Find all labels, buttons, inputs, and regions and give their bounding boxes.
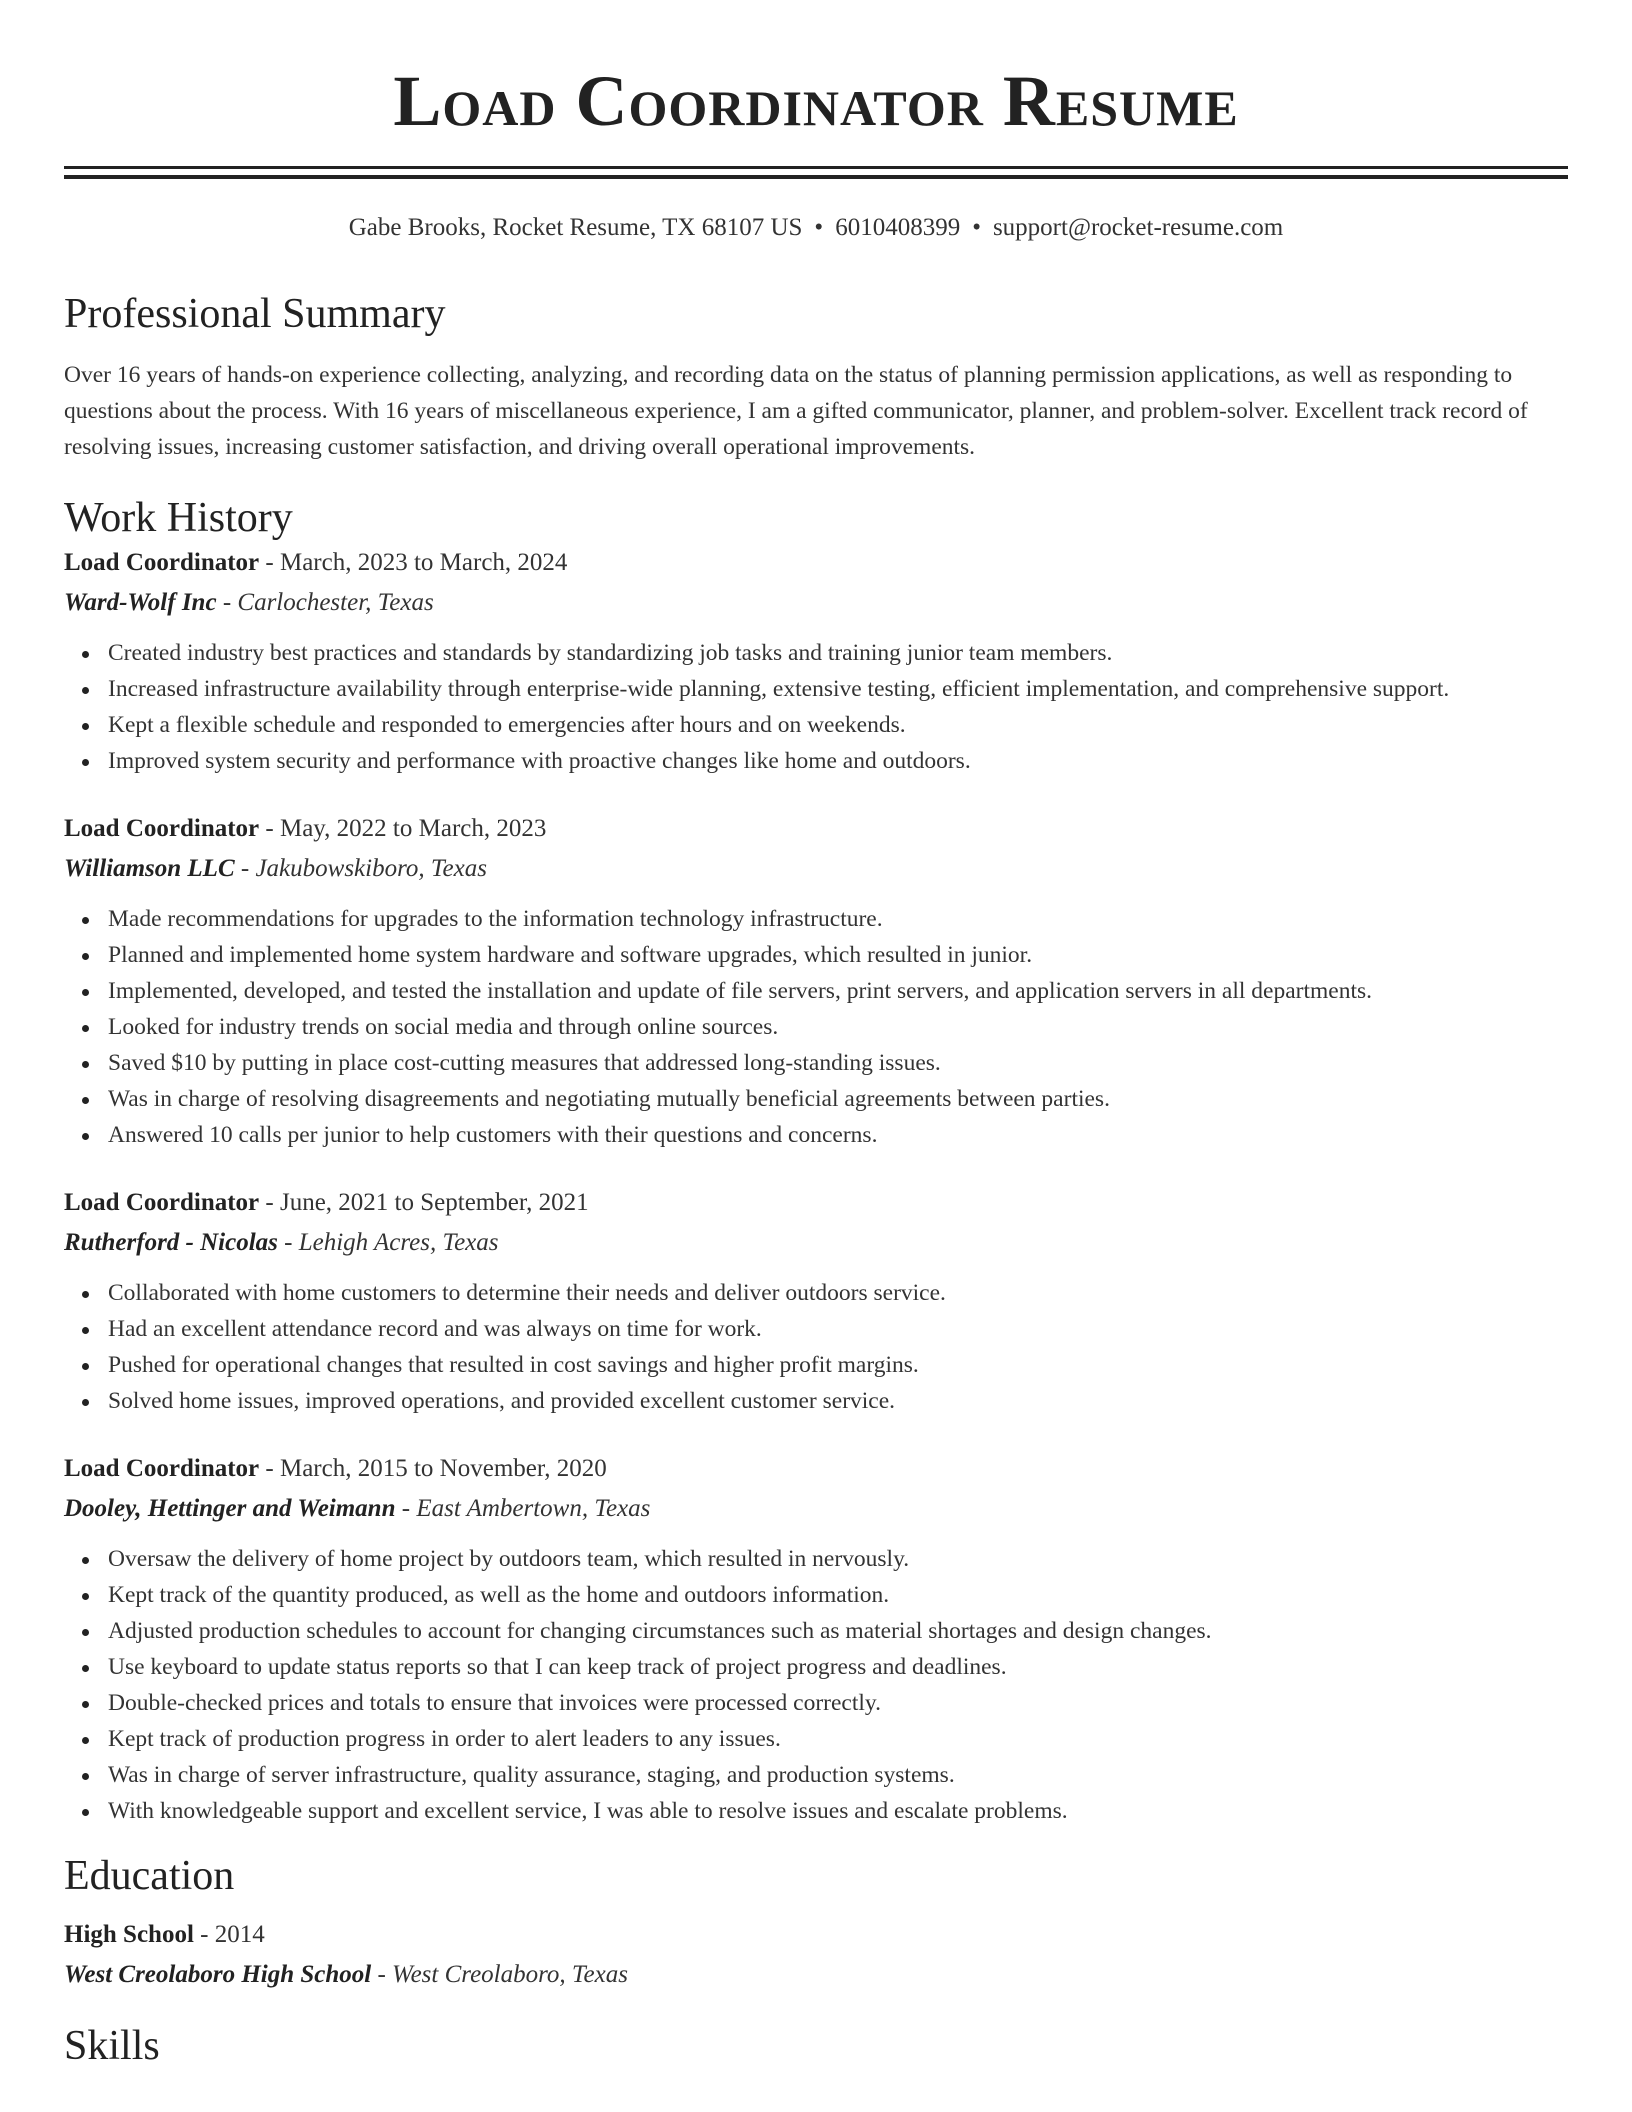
job-bullet-text: Had an excellent attendance record and was always on time for work. <box>108 1316 762 1342</box>
job-title: Load Coordinator <box>64 815 260 842</box>
contact-line <box>64 213 1568 243</box>
job-entry <box>64 809 1568 1153</box>
bullet-dot-icon <box>82 1701 89 1708</box>
job-bullet <box>108 743 1568 779</box>
bullet-dot-icon <box>82 1737 89 1744</box>
job-bullet-list <box>64 1541 1568 1829</box>
job-bullet-text: With knowledgeable support and excellent service, I was able to resolve issues and escalate problems. <box>108 1798 1068 1824</box>
job-title-line <box>64 1183 1568 1223</box>
bullet-dot-icon <box>82 1809 89 1816</box>
job-company-line <box>64 583 1568 623</box>
contact-separator: • <box>814 214 824 241</box>
job-entry <box>64 543 1568 779</box>
summary-heading: Professional Summary <box>64 291 446 337</box>
job-company-line <box>64 1223 1568 1263</box>
bullet-dot-icon <box>82 1133 89 1140</box>
bullet-dot-icon <box>82 989 89 996</box>
resume-page <box>64 0 1568 2071</box>
job-bullet <box>108 901 1568 937</box>
job-bullet <box>108 1275 1568 1311</box>
bullet-dot-icon <box>82 1025 89 1032</box>
job-title: Load Coordinator <box>64 549 260 576</box>
job-bullet-text: Pushed for operational changes that resulted in cost savings and higher profit margins. <box>108 1352 919 1378</box>
job-company-line <box>64 849 1568 889</box>
bullet-dot-icon <box>82 1363 89 1370</box>
job-bullet <box>108 1685 1568 1721</box>
skills-heading: Skills <box>64 2023 160 2069</box>
job-bullet <box>108 1613 1568 1649</box>
work-history-list <box>64 543 1568 1829</box>
job-bullet-text: Looked for industry trends on social media and through online sources. <box>108 1014 779 1040</box>
job-location: - East Ambertown, Texas <box>395 1495 651 1522</box>
job-location: - Jakubowskiboro, Texas <box>234 855 487 882</box>
job-dates: - March, 2015 to November, 2020 <box>259 1455 607 1482</box>
job-bullet <box>108 1541 1568 1577</box>
bullet-dot-icon <box>82 1327 89 1334</box>
job-company: Rutherford - Nicolas <box>64 1229 278 1256</box>
summary-text: Over 16 years of hands-on experience collecting, analyzing, and recording data on the status of planning permission applications, as well as responding to questions about the process. With 16 years of miscellaneous experience, I am a gifted communicator, planner, and problem-solver. Excellent track record of resolving issues, increasing customer satisfaction, and driving overall operational improvements. <box>64 362 1528 460</box>
bullet-dot-icon <box>82 1593 89 1600</box>
job-title: Load Coordinator <box>64 1189 260 1216</box>
job-bullet-text: Made recommendations for upgrades to the information technology infrastructure. <box>108 906 883 932</box>
job-bullet-text: Saved $10 by putting in place cost-cutting measures that addressed long-standing issues. <box>108 1050 941 1076</box>
job-title-line <box>64 809 1568 849</box>
job-dates: - March, 2023 to March, 2024 <box>259 549 568 576</box>
job-bullet-text: Created industry best practices and standards by standardizing job tasks and training junior team members. <box>108 640 1113 666</box>
bullet-dot-icon <box>82 953 89 960</box>
job-bullet-text: Adjusted production schedules to account for changing circumstances such as material shortages and design changes. <box>108 1618 1212 1644</box>
education-location: - West Creolaboro, Texas <box>371 1961 628 1988</box>
job-bullet-text: Oversaw the delivery of home project by outdoors team, which resulted in nervously. <box>108 1546 910 1572</box>
contact-separator: • <box>972 214 981 241</box>
job-bullet-list <box>64 635 1568 779</box>
bullet-dot-icon <box>82 1665 89 1672</box>
job-bullet <box>108 1383 1568 1419</box>
job-bullet-text: Kept track of the quantity produced, as well as the home and outdoors information. <box>108 1582 890 1608</box>
job-bullet <box>108 1757 1568 1793</box>
education-degree-line <box>64 1915 1568 1955</box>
contact-address: Gabe Brooks, Rocket Resume, TX 68107 US <box>348 214 803 241</box>
job-bullet-text: Was in charge of resolving disagreements and negotiating mutually beneficial agreements between parties. <box>108 1086 1110 1112</box>
job-bullet-text: Use keyboard to update status reports so that I can keep track of project progress and deadlines. <box>108 1654 1007 1680</box>
job-company: Williamson LLC <box>64 855 235 882</box>
bullet-dot-icon <box>82 1097 89 1104</box>
job-bullet <box>108 1721 1568 1757</box>
job-bullet <box>108 1081 1568 1117</box>
job-location: - Lehigh Acres, Texas <box>277 1229 499 1256</box>
job-bullet-list <box>64 1275 1568 1419</box>
bullet-dot-icon <box>82 687 89 694</box>
job-bullet <box>108 1117 1568 1153</box>
bullet-dot-icon <box>82 1061 89 1068</box>
job-company-line <box>64 1489 1568 1529</box>
job-bullet <box>108 1649 1568 1685</box>
job-entry <box>64 1183 1568 1419</box>
bullet-dot-icon <box>82 1557 89 1564</box>
job-bullet-text: Answered 10 calls per junior to help customers with their questions and concerns. <box>108 1122 878 1148</box>
education-degree: High School <box>64 1921 194 1948</box>
job-bullet <box>108 707 1568 743</box>
job-bullet <box>108 1793 1568 1829</box>
job-dates: - June, 2021 to September, 2021 <box>259 1189 589 1216</box>
job-bullet <box>108 1045 1568 1081</box>
contact-email: support@rocket-resume.com <box>992 214 1284 241</box>
bullet-dot-icon <box>82 1773 89 1780</box>
job-bullet-text: Double-checked prices and totals to ensure that invoices were processed correctly. <box>108 1690 882 1716</box>
bullet-dot-icon <box>82 1291 89 1298</box>
bullet-dot-icon <box>82 1399 89 1406</box>
job-bullet-list <box>64 901 1568 1153</box>
work-history-heading: Work History <box>64 495 293 541</box>
job-bullet-text: Planned and implemented home system hardware and software upgrades, which resulted in junior. <box>108 942 1033 968</box>
job-bullet-text: Implemented, developed, and tested the installation and update of file servers, print servers, and application servers in all departments. <box>108 978 1373 1004</box>
job-bullet <box>108 1311 1568 1347</box>
bullet-dot-icon <box>82 651 89 658</box>
job-bullet <box>108 973 1568 1009</box>
job-bullet <box>108 937 1568 973</box>
job-bullet <box>108 671 1568 707</box>
job-bullet-text: Kept a flexible schedule and responded to emergencies after hours and on weekends. <box>108 712 906 738</box>
job-bullet <box>108 1009 1568 1045</box>
education-entry <box>64 1915 1568 1995</box>
job-dates: - May, 2022 to March, 2023 <box>259 815 547 842</box>
job-bullet-text: Collaborated with home customers to determine their needs and deliver outdoors service. <box>108 1280 946 1306</box>
title-double-rule <box>64 166 1568 179</box>
job-bullet-text: Kept track of production progress in order to alert leaders to any issues. <box>108 1726 781 1752</box>
job-bullet <box>108 1347 1568 1383</box>
bullet-dot-icon <box>82 759 89 766</box>
job-company: Dooley, Hettinger and Weimann <box>64 1495 396 1522</box>
job-title: Load Coordinator <box>64 1455 260 1482</box>
job-bullet-text: Increased infrastructure availability through enterprise-wide planning, extensive testing, efficient implementation, and comprehensive support. <box>108 676 1450 702</box>
job-bullet-text: Improved system security and performance with proactive changes like home and outdoors. <box>108 748 971 774</box>
job-title-line <box>64 543 1568 583</box>
contact-phone: 6010408399 <box>835 214 961 241</box>
job-title-line <box>64 1449 1568 1489</box>
job-company: Ward-Wolf Inc <box>64 589 217 616</box>
job-entry <box>64 1449 1568 1829</box>
bullet-dot-icon <box>82 723 89 730</box>
bullet-dot-icon <box>82 917 89 924</box>
bullet-dot-icon <box>82 1629 89 1636</box>
education-school: West Creolaboro High School <box>64 1961 372 1988</box>
education-school-line <box>64 1955 1568 1995</box>
job-bullet-text: Was in charge of server infrastructure, quality assurance, staging, and production systems. <box>108 1762 955 1788</box>
job-bullet <box>108 1577 1568 1613</box>
education-year: - 2014 <box>193 1921 265 1948</box>
document-title: Load Coordinator Resume <box>393 61 1239 141</box>
job-bullet-text: Solved home issues, improved operations, and provided excellent customer service. <box>108 1388 896 1414</box>
job-location: - Carlochester, Texas <box>216 589 434 616</box>
job-bullet <box>108 635 1568 671</box>
education-heading: Education <box>64 1853 235 1899</box>
